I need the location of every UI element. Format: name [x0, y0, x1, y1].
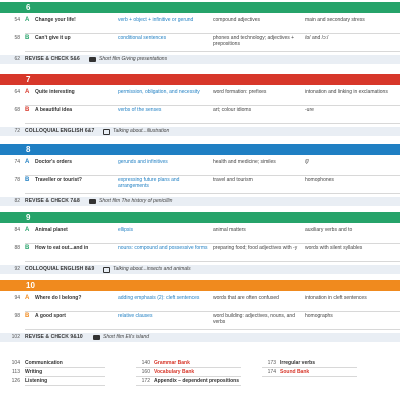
appendix-link[interactable]: Writing [25, 369, 43, 375]
lesson-title[interactable]: Traveller or tourist? [35, 177, 82, 183]
lesson-grammar: adding emphasis (2): cleft sentences [118, 295, 200, 301]
lesson-letter: B [25, 313, 30, 319]
film-icon [89, 199, 96, 204]
lesson-grammar: ellipsis [118, 227, 134, 233]
band-description: Short film Eli's island [103, 334, 149, 340]
band-label[interactable]: COLLOQUIAL ENGLISH 6&7 [25, 128, 95, 134]
appendix-divider [136, 376, 241, 377]
lesson-pronunciation: words with silent syllables [305, 245, 363, 251]
row-divider [25, 51, 400, 52]
lesson-grammar: nouns: compound and possessive forms [118, 245, 208, 251]
lesson-vocabulary: compound adjectives [213, 17, 260, 23]
appendix-divider [136, 367, 241, 368]
row-divider [25, 33, 400, 34]
lesson-title[interactable]: A good sport [35, 313, 66, 319]
lesson-title[interactable]: Quite interesting [35, 89, 75, 95]
appendix-link[interactable]: Sound Bank [280, 369, 310, 375]
unit-number: 6 [26, 3, 31, 12]
appendix-page-number: 140 [141, 360, 150, 366]
band-page-number: 82 [14, 198, 20, 204]
band-description: Short film Giving presentations [99, 56, 168, 62]
revise-check-band[interactable] [0, 265, 400, 274]
lesson-pronunciation: auxiliary verbs and to [305, 227, 353, 233]
row-divider [25, 329, 400, 330]
appendix-divider [262, 376, 357, 377]
lesson-vocabulary: phones and technology; adjectives + prepositions [213, 35, 295, 47]
lesson-vocabulary: word building: adjectives, nouns, and verbs [213, 313, 295, 325]
unit-header-bar [0, 280, 400, 291]
book-icon [103, 129, 110, 135]
appendix-page-number: 172 [141, 378, 150, 384]
film-icon [89, 57, 96, 62]
unit-number: 10 [26, 281, 35, 290]
appendix-link[interactable]: Appendix – dependent prepositions [154, 378, 240, 384]
lesson-vocabulary: word formation: prefixes [213, 89, 267, 95]
row-divider [25, 243, 400, 244]
lesson-vocabulary: animal matters [213, 227, 246, 233]
lesson-letter: A [25, 17, 30, 23]
lesson-page-number: 54 [14, 17, 20, 23]
unit-number: 7 [26, 75, 31, 84]
revise-check-band[interactable] [0, 55, 400, 64]
band-page-number: 102 [11, 334, 20, 340]
appendix-page-number: 104 [11, 360, 20, 366]
lesson-vocabulary: health and medicine; similes [213, 159, 276, 165]
row-divider [25, 123, 400, 124]
lesson-letter: A [25, 295, 30, 301]
appendix-page-number: 113 [12, 369, 20, 375]
lesson-title[interactable]: Change your life! [35, 17, 76, 23]
appendix-divider [136, 385, 241, 386]
lesson-letter: B [25, 107, 30, 113]
lesson-vocabulary: words that are often confused [213, 295, 279, 301]
appendix-page-number: 173 [267, 360, 276, 366]
row-divider [25, 105, 400, 106]
lesson-letter: B [25, 177, 30, 183]
band-description: Talking about...insects and animals [113, 266, 191, 272]
band-description: Talking about...illustration [113, 128, 170, 134]
lesson-pronunciation: main and secondary stress [305, 17, 365, 23]
unit-number: 9 [26, 213, 31, 222]
lesson-title[interactable]: Animal planet [35, 227, 68, 233]
lesson-grammar: verb + object + infinitive or gerund [118, 17, 194, 23]
appendix-link[interactable]: Communication [25, 360, 63, 366]
book-icon [103, 267, 110, 273]
row-divider [25, 193, 400, 194]
lesson-page-number: 94 [14, 295, 20, 301]
appendix-link[interactable]: Irregular verbs [280, 360, 316, 366]
appendix-page-number: 160 [141, 369, 150, 375]
appendix-divider [25, 385, 105, 386]
lesson-letter: B [25, 35, 30, 41]
lesson-pronunciation: /ɒ/ and /ɔː/ [305, 35, 329, 41]
lesson-letter: A [25, 227, 30, 233]
unit-number: 8 [26, 145, 31, 154]
lesson-title[interactable]: How to eat out...and in [35, 245, 89, 251]
lesson-page-number: 88 [14, 245, 20, 251]
band-description: Short film The history of penicillin [99, 198, 173, 204]
lesson-letter: A [25, 159, 30, 165]
appendix-divider [262, 367, 357, 368]
lesson-title[interactable]: A beautiful idea [35, 107, 73, 113]
row-divider [25, 311, 400, 312]
band-label[interactable]: COLLOQUIAL ENGLISH 8&9 [25, 266, 95, 272]
unit-header-bar [0, 2, 400, 13]
revise-check-band[interactable] [0, 197, 400, 206]
band-label[interactable]: REVISE & CHECK 7&8 [25, 198, 80, 204]
lesson-grammar: gerunds and infinitives [118, 159, 168, 165]
appendix-divider [25, 376, 105, 377]
lesson-letter: A [25, 89, 30, 95]
unit-header-bar [0, 74, 400, 85]
lesson-title[interactable]: Can't give it up [35, 35, 71, 41]
lesson-pronunciation: intonation in cleft sentences [305, 295, 367, 301]
lesson-page-number: 74 [14, 159, 20, 165]
appendix-page-number: 174 [267, 369, 276, 375]
lesson-pronunciation: -ure [305, 107, 314, 113]
row-divider [25, 175, 400, 176]
lesson-vocabulary: preparing food; food adjectives with -y [213, 245, 298, 251]
lesson-page-number: 68 [14, 107, 20, 113]
lesson-pronunciation: homographs [305, 313, 333, 319]
lesson-title[interactable]: Doctor's orders [35, 159, 73, 165]
lesson-vocabulary: travel and tourism [213, 177, 253, 183]
lesson-page-number: 78 [14, 177, 20, 183]
band-label[interactable]: REVISE & CHECK 5&6 [25, 56, 80, 62]
lesson-title[interactable]: Where do I belong? [35, 295, 82, 301]
appendix-link[interactable]: Grammar Bank [154, 360, 190, 366]
lesson-page-number: 58 [14, 35, 20, 41]
lesson-grammar: permission, obligation, and necessity [118, 89, 200, 95]
lesson-page-number: 64 [14, 89, 20, 95]
lesson-page-number: 98 [14, 313, 20, 319]
row-divider [25, 261, 400, 262]
lesson-grammar: relative clauses [118, 313, 153, 319]
band-page-number: 62 [14, 56, 20, 62]
revise-check-band[interactable] [0, 333, 400, 342]
lesson-page-number: 84 [14, 227, 20, 233]
appendix-page-number: 126 [11, 378, 20, 384]
lesson-grammar: conditional sentences [118, 35, 167, 41]
appendix-divider [25, 367, 105, 368]
unit-header-bar [0, 144, 400, 155]
lesson-letter: B [25, 245, 30, 251]
lesson-vocabulary: art; colour idioms [213, 107, 252, 113]
lesson-grammar: verbs of the senses [118, 107, 162, 113]
appendix-link[interactable]: Listening [25, 378, 48, 384]
appendix-link[interactable]: Vocabulary Bank [154, 369, 195, 375]
band-label[interactable]: REVISE & CHECK 9&10 [25, 334, 83, 340]
band-page-number: 92 [14, 266, 20, 272]
film-icon [93, 335, 100, 340]
lesson-grammar: expressing future plans and arrangements [118, 177, 180, 189]
unit-header-bar [0, 212, 400, 223]
appendix-index [0, 360, 400, 400]
revise-check-band[interactable] [0, 127, 400, 136]
lesson-pronunciation: /ʃ/ [305, 159, 309, 165]
band-page-number: 72 [14, 128, 20, 134]
lesson-pronunciation: intonation and linking in exclamations [305, 89, 388, 95]
lesson-pronunciation: homophones [305, 177, 334, 183]
